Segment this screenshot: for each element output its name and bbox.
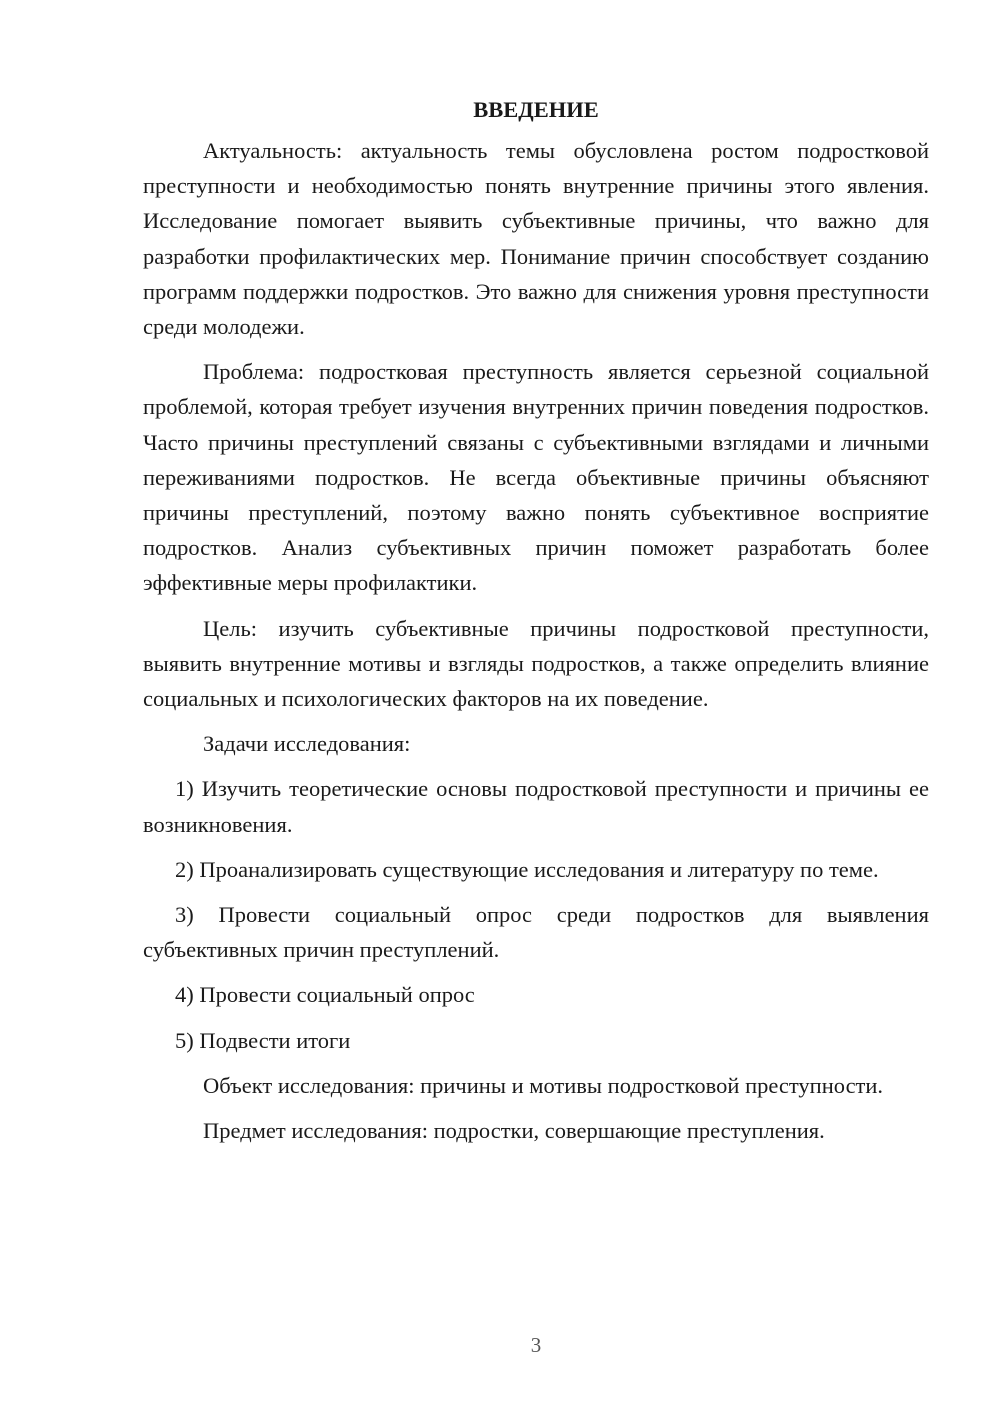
tasks-list [143, 771, 929, 1057]
problem-paragraph: Проблема: подростковая преступность является серьезной социальной проблемой, которая требует изучения внутренних причин поведения подростков. Часто причины преступлений связаны с субъективными взглядами и личными переживаниями подростков. Не всегда объективные причины объясняют причины преступлений, поэтому важно понять субъективное восприятие подростков. Анализ субъективных причин поможет разработать более эффективные меры профилактики. [143, 359, 929, 596]
task-item: 1) Изучить теоретические основы подростковой преступности и причины ее возникновения. [143, 776, 929, 837]
subject-paragraph: Предмет исследования: подростки, совершающие преступления. [203, 1118, 825, 1144]
task-item: 5) Подвести итоги [175, 1027, 351, 1053]
task-item: 2) Проанализировать существующие исследования и литературу по теме. [175, 856, 879, 882]
document-body [143, 92, 929, 1158]
tasks-heading: Задачи исследования: [203, 731, 411, 757]
page-number: 3 [530, 1333, 542, 1357]
task-item: 4) Провести социальный опрос [175, 982, 475, 1008]
document-title: ВВЕДЕНИЕ [473, 97, 599, 122]
object-paragraph: Объект исследования: причины и мотивы подростковой преступности. [203, 1072, 884, 1098]
goal-paragraph: Цель: изучить субъективные причины подростковой преступности, выявить внутренние мотивы и взгляды подростков, а также определить влияние социальных и психологических факторов на их поведение. [143, 615, 929, 712]
relevance-paragraph: Актуальность: актуальность темы обусловлена ростом подростковой преступности и необходимостью понять внутренние причины этого явления. Исследование помогает выявить субъективные причины, что важно для разработки профилактических мер. Понимание причин способствует созданию программ поддержки подростков. Это важно для снижения уровня преступности среди молодежи. [143, 138, 929, 340]
task-item: 3) Провести социальный опрос среди подростков для выявления субъективных причин преступлений. [143, 902, 929, 963]
